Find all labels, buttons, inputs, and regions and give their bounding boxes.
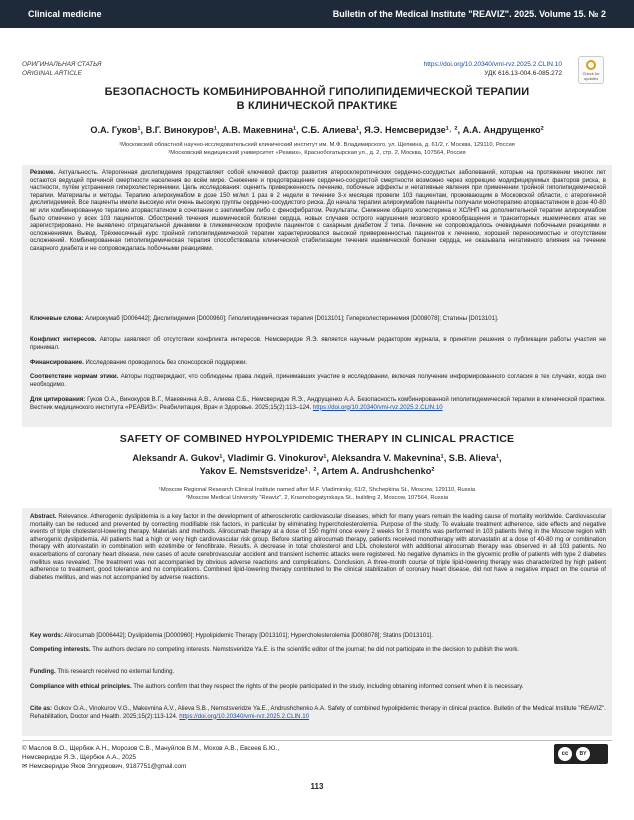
competing-en: [30, 646, 606, 654]
funding-ru: [30, 359, 606, 367]
article-identifiers: [424, 60, 562, 78]
footer-divider: [22, 740, 612, 741]
abstract-en: [30, 513, 606, 581]
citation-ru-label: Для цитирования:: [30, 396, 86, 403]
competing-en-text: The authors declare no competing interests. Nemstsveridze Ya.E. is the scientific editor of the journal; he did not participate in the decision to publish the work.: [92, 646, 520, 653]
citation-en: [30, 705, 606, 720]
citation-en-doi-link[interactable]: https://doi.org/10.20340/vmi-rvz.2025.2.CLIN.10: [179, 712, 310, 720]
title-ru-line2: В КЛИНИЧЕСКОЙ ПРАКТИКЕ: [236, 100, 398, 112]
check-for-updates-badge[interactable]: [578, 56, 604, 84]
conflict-ru: [30, 336, 606, 351]
ethics-en-label: Compliance with ethical principles.: [30, 683, 132, 690]
funding-en-text: This research received no external funding.: [57, 668, 175, 675]
funding-en-label: Funding.: [30, 668, 56, 675]
page-number: 113: [310, 782, 324, 791]
journal-issue: Bulletin of the Medical Institute "REAVIZ". 2025. Volume 15. № 2: [332, 9, 606, 19]
authors-en-line1: Aleksandr A. Gukov¹, Vladimir G. Vinokurov¹, Aleksandra V. Makevnina¹, S.B. Alieva¹,: [132, 453, 502, 463]
keywords-ru: [30, 315, 606, 323]
ethics-en: [30, 683, 606, 691]
keywords-en-label: Key words:: [30, 632, 63, 639]
doi-link[interactable]: https://doi.org/10.20340/vmi-rvz.2025.2.CLIN.10: [423, 61, 562, 68]
keywords-en: [30, 632, 606, 640]
title-ru-line1: БЕЗОПАСНОСТЬ КОМБИНИРОВАННОЙ ГИПОЛИПИДЕМИЧЕСКОЙ ТЕРАПИИ: [104, 86, 530, 98]
ethics-en-text: The authors confirm that they respect the rights of the people participated in the study, including obtaining informed consent when it is necessary.: [133, 683, 524, 690]
refresh-icon: [586, 60, 596, 70]
article-type-en: ORIGINAL ARTICLE: [22, 70, 82, 77]
citation-ru-doi-link[interactable]: https://doi.org/10.20340/vmi-rvz.2025.2.CLIN.10: [312, 403, 443, 411]
citation-ru: [30, 396, 606, 411]
citation-en-text: Gukov O.A., Vinokurov V.G., Makevnina A.V., Alieva S.B., Nemstsveridze Ya.E., Andrushchenko A.A. Safety of combined hypolipidemic therapy in clinical practice. Bulletin of the Medical Institute "REAVIZ". Rehabilitation, Doctor and Health. 2025;15(2):113-124.: [30, 705, 606, 720]
abstract-ru-text: Актуальность. Атерогенная дислипидемия представляет собой ключевой фактор развития атеросклеротических сердечно-сосудистых заболеваний, которые на протяжении многих лет остаются ведущей причиной смертности населения во всём мире. Снижение и предотвращение сердечно-сосудистой смертности возможно через коррекцию модифицируемых факторов риска, в частности, путём устранения гиперхолестеринемии. Цель исследования: оценить приверженность лечению, побочные эффекты и негативные явления при применении тройной гиполипидемической терапии. Материалы и методы. Терапию алирокумабом в дозе 150 мг/мл 1 раз в 2 недели в течение 3-х месяцев провели 103 пациентам, проживающим в Московской области, с атерогенной дислипидемией. Все пациенты имели высокую или очень высокую группы сердечно-сосудистого риска. До начала терапии алирокумабом пациенты получали монотерапию аторвастатином в дозе 40-80 мг или комбинированную терапию аторвастатином в сочетании с эзетимибом либо с фенофибратом. Результаты. Снижение общего холестерина и ХСЛНП на дополнительной терапии алирокумабом было отмечено у всех 103 пациентов. Обострений течения ишемической болезни сердца, новых случаев острого нарушения мозгового кровообращения и транзиторных ишемических атак не зарегистрировано. Не выявлено отрицательной динамики в гликемическом профиле пациентов с сахарным диабетом 2 типа. Лечение не сопровождалось очевидными побочными реакциями и осложнениями. Вывод. Трёхмесячный курс тройной гиполипидемической терапии характеризовался высокой приверженностью пациентов к лечению, хорошей переносимостью и отсутствием осложнений. Комбинированная гиполипидемическая терапия способствовала клинической стабилизации течения ишемической болезни сердца, не оказывала негативного влияния на течение сахарного диабета и не сопровождалась побочными реакциями.: [30, 169, 606, 252]
authors-en-line2: Yakov E. Nemstsveridze¹˒ ², Artem A. Andrushchenko²: [199, 466, 435, 476]
affiliations-ru: [40, 141, 594, 157]
authors-ru: О.А. Гуков¹, В.Г. Винокуров¹, А.В. Макевнина¹, С.Б. Алиева¹, Я.Э. Немсверидзе¹˒ ², А.А. Андрущенко²: [90, 125, 544, 135]
keywords-en-text: Alirocumab [D006442]; Dyslipidemia [D000960]; Hypolipidemic Therapy [D013101]; Hypercholesterolemia [D008078]; Statins [D013101].: [64, 632, 433, 639]
ethics-ru: [30, 373, 606, 388]
corresponding-email[interactable]: ✉ Немсверидзе Яков Элгуджович, 9187751@gmail.com: [22, 763, 187, 770]
competing-en-label: Competing interests.: [30, 646, 91, 653]
keywords-ru-label: Ключевые слова:: [30, 315, 84, 322]
affiliation-ru-1: ¹Московский областной научно-исследовательский клинический институт им. М.Ф. Владимирского, ул. Щепкина, д. 61/2, г. Москва, 129110, Россия: [119, 142, 515, 148]
ethics-ru-text: Авторы подтверждают, что соблюдены права людей, принимавших участие в исследовании, включая получение информированного согласия в тех случаях, когда оно необходимо.: [30, 373, 606, 388]
abstract-ru-label: Резюме.: [30, 169, 56, 176]
title-en: SAFETY OF COMBINED HYPOLYPIDEMIC THERAPY IN CLINICAL PRACTICE: [119, 433, 515, 445]
funding-ru-label: Финансирование.: [30, 359, 84, 366]
affiliation-en-1: ¹Moscow Regional Research Clinical Institute named after M.F. Vladimirsky, 61/2, Shchepkina St., Moscow, 129110, Russia: [158, 487, 476, 493]
affiliations-en: [40, 486, 594, 502]
affiliation-ru-2: ²Московский медицинский университет «Реавиз», Краснобогатырская ул., д. 2, стр. 2, Москва, 107564, Россия: [168, 150, 466, 156]
citation-en-label: Cite as:: [30, 705, 53, 712]
funding-en: [30, 668, 606, 676]
ethics-ru-label: Соответствие нормам этики.: [30, 373, 119, 380]
title-ru: [40, 86, 594, 112]
abstract-ru: [30, 169, 606, 253]
funding-ru-text: Исследование проводилось без спонсорской поддержки.: [85, 359, 248, 366]
badge-label: Check for updates: [582, 71, 600, 81]
abstract-en-label: Abstract.: [30, 513, 57, 520]
section-label: Clinical medicine: [28, 9, 102, 19]
abstract-en-text: Relevance. Atherogenic dyslipidemia is a key factor in the development of atherosclerotic cardiovascular diseases, which for many years remain the leading cause of mortality worldwide. Cardiovascular mortality can be reduced and prevented by correcting modifiable risk factors, in particular by eliminating hypercholesterolemia. Purpose of the study. To evaluate treatment adherence, side effects and negative events of triple cholesterol-lowering therapy. Materials and methods. Alirocumab therapy at a dose of 150 mg/ml once every 2 weeks for 3 months was performed in 103 patients living in the Moscow region with atherogenic dyslipidemia. All patients had a high or very high cardiovascular risk group. Before starting alirocumab therapy, patients received monotherapy with atorvastatin at a dose of 40-80 mg or combination therapy with atorvastatin in combination with ezetimibe or fenofibrate. Results. A decrease in total cholesterol and LDL cholesterol with additional alirocumab therapy was observed in all 103 patients. No exacerbations of coronary heart disease, new cases of acute cerebrovascular accident and transient ischemic attacks were registered. No negative dynamics in the glycemic profile of patients with type 2 diabetes mellitus was revealed. The treatment was not accompanied by obvious adverse reactions and complications. Conclusion. A three-month course of triple lipid-lowering therapy was characterized by high patient adherence to treatment, good tolerance and no complications. Combined lipid-lowering therapy contributed to the clinical stabilization of coronary heart disease, did not have a negative impact on the course of diabetes mellitus, and was not accompanied by adverse reactions.: [30, 513, 606, 581]
copyright-line1: © Маслов В.О., Щербюк А.Н., Морозов С.В., Мануйлов В.М., Мохов А.В., Евсеев Б.Ю.,: [22, 745, 279, 752]
keywords-ru-text: Алирокумаб [D006442]; Дислипидемия [D000960]; Гиполипидемическая терапия [D013101]; Гиперхолестеринемия [D008078]; Статины [D013101].: [85, 315, 499, 322]
journal-header-bar: [0, 0, 634, 28]
article-type-ru: ОРИГИНАЛЬНАЯ СТАТЬЯ: [22, 61, 102, 68]
authors-en: [40, 452, 594, 478]
copyright-notice: [22, 744, 279, 771]
udc-code: УДК 616.13-004.6-085.272: [484, 70, 562, 77]
citation-ru-text: Гуков О.А., Винокуров В.Г., Макевнина А.В., Алиева С.Б., Немсверидзе Я.Э., Андрущенко А.А. Безопасность комбинированной гиполипидемической терапии в клинической практике. Вестник медицинского института «РЕАВИЗ»: Реабилитация, Врач и Здоровье. 2025;15(2):113–124.: [30, 396, 606, 411]
cc-by-license-badge[interactable]: [554, 744, 608, 764]
copyright-line2: Немсверидзе Я.Э., Щербюк А.А., 2025: [22, 754, 136, 761]
conflict-ru-label: Конфликт интересов.: [30, 336, 97, 343]
conflict-ru-text: Авторы заявляют об отсутствии конфликта интересов. Немсверидзе Я.Э. является научным редактором журнала, в принятии решения о публикации работы участия не принимал.: [30, 336, 606, 351]
affiliation-en-2: ²Moscow Medical University "Reaviz", 2, Krasnobogatyrskaya St., building 2, Moscow, 107564, Russia: [185, 495, 449, 501]
cc-icon: cc: [558, 747, 572, 761]
article-type: [22, 60, 101, 78]
by-icon: BY: [576, 747, 590, 761]
